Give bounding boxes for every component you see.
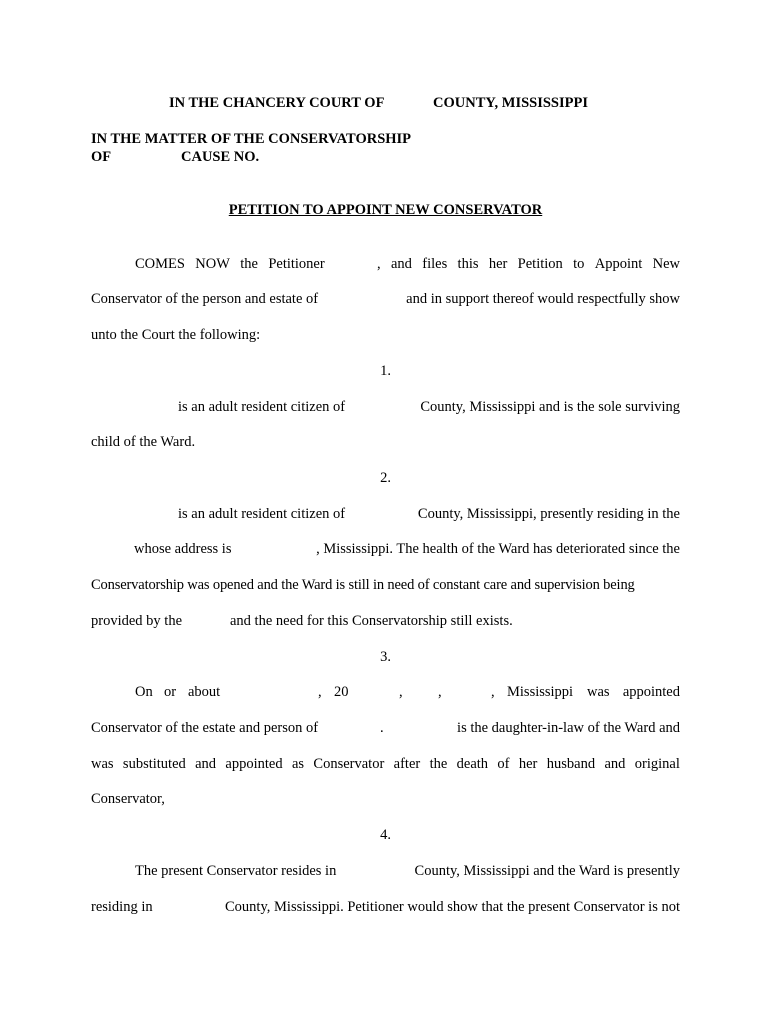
para-3-word: and	[604, 756, 626, 772]
court-prefix: IN THE CHANCERY COURT OF	[169, 95, 385, 111]
para-3-word: death	[456, 756, 489, 772]
para-3-line-3	[91, 755, 680, 773]
para-1-line-1	[91, 398, 680, 416]
para-2-line-4-b: and the need for this Conservatorship still exists.	[230, 613, 513, 629]
para-4-line-2-a: residing in	[91, 899, 153, 915]
para-2-line-1-left: is an adult resident citizen of	[178, 506, 346, 522]
intro-word: New	[652, 256, 680, 272]
para-1-line-1-right: County, Mississippi and is the sole surviving	[420, 399, 680, 415]
para-3-word: appointed	[225, 756, 283, 772]
intro-word: to	[573, 256, 585, 272]
para-3-word: of	[497, 756, 510, 772]
para-3-word: as	[291, 756, 305, 772]
para-3-word: On	[135, 684, 153, 700]
intro-word: Appoint	[594, 256, 643, 272]
intro-word: and	[390, 256, 412, 272]
para-3-word: about	[188, 684, 221, 700]
para-3-word: ,	[318, 684, 322, 700]
para-2-line-2-a: whose address is	[134, 541, 232, 557]
para-3-word: Conservator	[313, 756, 385, 772]
para-3-word: ,	[491, 684, 495, 700]
intro-word: her	[488, 256, 508, 272]
para-2-line-3: Conservatorship was opened and the Ward is still in need of constant care and supervision being	[91, 577, 635, 593]
para-1-number: 1.	[380, 363, 391, 379]
cause-label: CAUSE NO.	[181, 149, 260, 165]
intro-line-2-right: and in support thereof would respectfully show	[406, 291, 680, 307]
para-2-line-2	[91, 540, 680, 558]
intro-word: Petitioner	[268, 256, 325, 272]
intro-word: the	[240, 256, 258, 272]
para-4-line-1-b: County, Mississippi and the Ward is presently	[414, 863, 680, 879]
para-3-line-4: Conservator,	[91, 791, 165, 807]
para-2-line-2-b: , Mississippi. The health of the Ward has deteriorated since the	[316, 541, 680, 557]
para-3-word: substituted	[122, 756, 186, 772]
para-3-word: appointed	[622, 684, 680, 700]
intro-word: this	[457, 256, 479, 272]
matter-line: IN THE MATTER OF THE CONSERVATORSHIP	[91, 131, 412, 147]
para-3-line-2-c: is the daughter-in-law of the Ward and	[457, 720, 680, 736]
para-2-line-1	[91, 505, 680, 523]
intro-line-2-left: Conservator of the person and estate of	[91, 291, 319, 307]
para-2-number: 2.	[380, 470, 391, 486]
para-3-word: original	[634, 756, 680, 772]
court-heading	[91, 94, 680, 112]
para-2-line-1-right: County, Mississippi, presently residing in the	[417, 506, 680, 522]
intro-word: ,	[377, 256, 381, 272]
para-2-line-4	[91, 612, 680, 630]
para-3-word: husband	[546, 756, 596, 772]
document-title: PETITION TO APPOINT NEW CONSERVATOR	[228, 202, 543, 218]
para-3-number: 3.	[380, 649, 391, 665]
of-label: OF	[91, 149, 112, 165]
intro-word: NOW	[195, 256, 230, 272]
para-3-word: and	[195, 756, 217, 772]
para-3-line-2-b: .	[380, 720, 384, 736]
para-4-number: 4.	[380, 827, 391, 843]
intro-word: COMES	[135, 256, 185, 272]
para-3-word: was	[91, 756, 114, 772]
para-3-line-2-a: Conservator of the estate and person of	[91, 720, 319, 736]
intro-word: files	[422, 256, 448, 272]
para-1-line-2: child of the Ward.	[91, 434, 196, 450]
para-4-line-1-a: The present Conservator resides in	[135, 863, 337, 879]
intro-line-3: unto the Court the following:	[91, 327, 261, 343]
para-3-word: was	[587, 684, 610, 700]
para-3-line-1	[91, 683, 680, 701]
intro-word: Petition	[517, 256, 563, 272]
para-3-line-2	[91, 719, 680, 737]
para-3-word: or	[164, 684, 177, 700]
intro-line-1	[135, 255, 680, 273]
matter-of-cause-line	[91, 148, 680, 166]
para-1-line-1-left: is an adult resident citizen of	[178, 399, 346, 415]
court-suffix: COUNTY, MISSISSIPPI	[433, 95, 588, 111]
para-3-word: her	[518, 756, 538, 772]
para-3-word: 20	[334, 684, 349, 700]
para-2-line-4-a: provided by the	[91, 613, 183, 629]
para-3-word: Mississippi	[507, 684, 574, 700]
para-3-word: ,	[438, 684, 442, 700]
intro-line-2	[91, 290, 680, 308]
para-3-word: the	[429, 756, 448, 772]
para-4-line-1	[91, 862, 680, 880]
para-4-line-2	[91, 898, 680, 916]
para-4-line-2-b: County, Mississippi. Petitioner would show that the present Conservator is not	[225, 899, 680, 915]
para-3-word: ,	[399, 684, 403, 700]
para-3-word: after	[393, 756, 421, 772]
